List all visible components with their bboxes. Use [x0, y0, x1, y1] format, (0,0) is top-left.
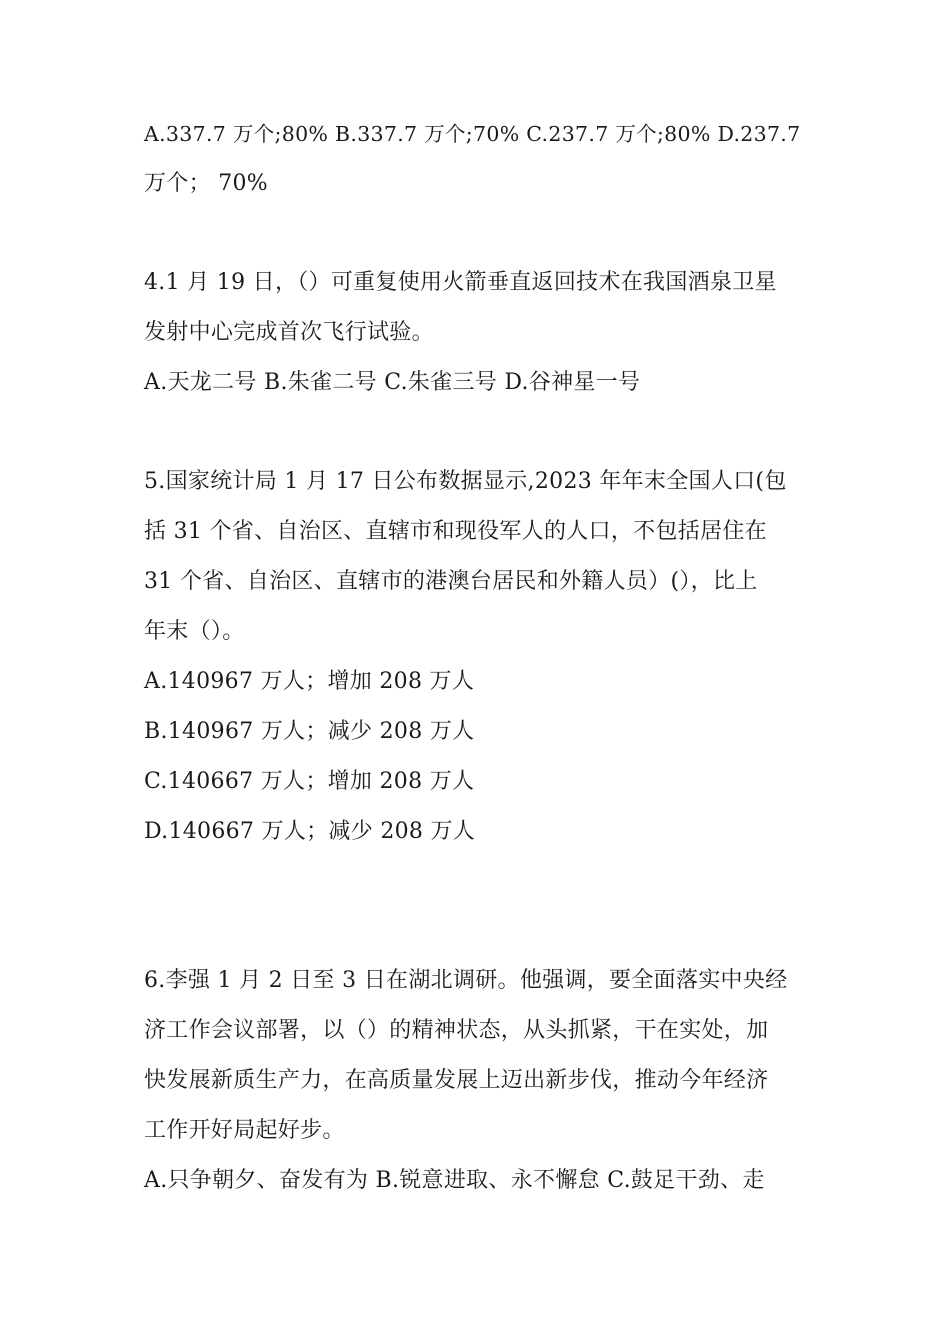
q5-stem-line-2: 括 31 个省、自治区、直辖市和现役军人的人口，不包括居住在 — [144, 519, 767, 544]
q6-stem-line-2: 济工作会议部署，以（）的精神状态，从头抓紧，干在实处，加 — [144, 1018, 769, 1043]
q4-stem-line-2: 发射中心完成首次飞行试验。 — [144, 320, 434, 345]
q4-stem-line-1: 4.1 月 19 日，（）可重复使用火箭垂直返回技术在我国酒泉卫星 — [144, 270, 777, 295]
q6-stem-line-1: 6.李强 1 月 2 日至 3 日在湖北调研。他强调，要全面落实中央经 — [144, 968, 788, 993]
q6-stem-line-3: 快发展新质生产力，在高质量发展上迈出新步伐，推动今年经济 — [144, 1068, 769, 1093]
q3-options-line-2: 万个； 70% — [144, 171, 268, 196]
q6-options-line-1: A.只争朝夕、奋发有为 B.锐意进取、永不懈怠 C.鼓足干劲、走 — [144, 1168, 765, 1193]
q5-option-c: C.140667 万人；增加 208 万人 — [144, 769, 475, 794]
q5-stem-line-3: 31 个省、自治区、直辖市的港澳台居民和外籍人员）(），比上 — [144, 569, 758, 594]
q5-option-d: D.140667 万人；减少 208 万人 — [144, 819, 476, 844]
q3-options-line-1: A.337.7 万个;80% B.337.7 万个;70% C.237.7 万个;80% D.237.7 — [144, 122, 801, 146]
q4-options: A.天龙二号 B.朱雀二号 C.朱雀三号 D.谷神星一号 — [144, 370, 641, 395]
q5-option-b: B.140967 万人；减少 208 万人 — [144, 719, 475, 744]
q5-stem-line-1: 5.国家统计局 1 月 17 日公布数据显示,2023 年年末全国人口(包 — [144, 469, 787, 494]
q5-option-a: A.140967 万人；增加 208 万人 — [144, 669, 475, 694]
q6-stem-line-4: 工作开好局起好步。 — [144, 1118, 345, 1143]
q5-stem-line-4: 年末（）。 — [144, 619, 245, 644]
